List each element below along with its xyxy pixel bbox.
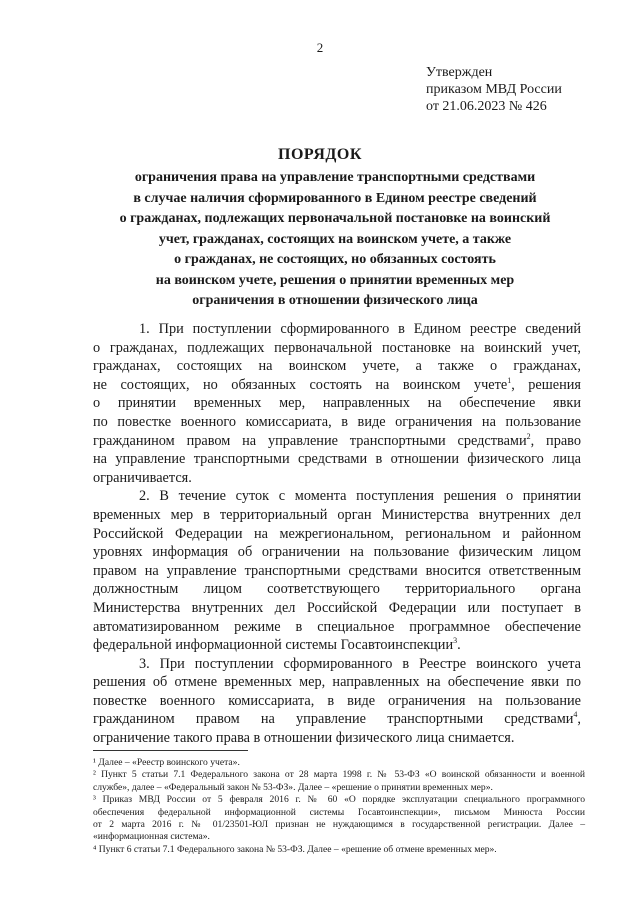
- footnote-4: ⁴ Пункт 6 статьи 7.1 Федерального закона № 53-ФЗ. Далее – «решение об отмене временных мер».: [93, 843, 497, 855]
- footnote-divider: [93, 750, 248, 751]
- footnotes: [93, 757, 585, 856]
- text-fragment: не состоящих, но обязанных состоять на воинском учете: [93, 376, 508, 393]
- text-fragment: , решения: [511, 376, 581, 393]
- text-line: ограничение такого права в отношении физического лица снимается.: [93, 730, 515, 747]
- text-line: [93, 636, 581, 655]
- approval-line: приказом МВД России: [426, 82, 562, 97]
- footnote-3-continued: от 2 марта 2016 г. № 01/23501-ЮЛ признан не нуждающимся в государственной регистрации. Далее –: [93, 818, 585, 830]
- footnote-mark: 2: [526, 431, 531, 441]
- document-subtitle: [92, 168, 578, 312]
- text-line: ограничивается.: [93, 469, 192, 486]
- footnote-mark: 4: [573, 710, 578, 720]
- subtitle-line: ограничения права на управление транспортными средствами: [134, 170, 536, 185]
- text-line: [93, 376, 581, 395]
- text-fragment: , право: [530, 432, 581, 449]
- text-line: по повестке военного комиссариата, в виде ограничения на пользование: [93, 413, 581, 430]
- page-number: 2: [316, 40, 324, 55]
- text-line: повестке военного комиссариата, в виде ограничения на пользование: [93, 692, 581, 709]
- text-line: 1. При поступлении сформированного в Едином реестре сведений: [139, 321, 581, 337]
- text-line: должностным лицом соответствующего территориального органа: [93, 581, 581, 598]
- text-line: автоматизированном режиме в специальное программное обеспечение: [93, 618, 581, 635]
- paragraph-2: [93, 487, 581, 654]
- subtitle-line: о гражданах, подлежащих первоначальной постановке на воинский: [119, 211, 551, 226]
- subtitle-line: ограничения в отношении физического лица: [192, 293, 478, 308]
- text-line: [93, 432, 581, 451]
- text-fragment: .: [457, 637, 461, 654]
- text-line: временных мер в территориальный орган Министерства внутренних дел: [93, 506, 581, 523]
- subtitle-line: учет, гражданах, состоящих на воинском учете, а также: [158, 231, 512, 247]
- text-line: Министерства внутренних дел Российской Федерации или поступает в: [93, 599, 581, 616]
- footnote-3: ³ Приказ МВД России от 5 февраля 2016 г. № 60 «О порядке эксплуатации специального программного: [93, 794, 585, 806]
- text-line: гражданах, состоящих на воинском учете, а также о гражданах,: [93, 358, 581, 375]
- approval-line: от 21.06.2023 № 426: [426, 99, 547, 114]
- text-fragment: гражданином правом на управление транспортными средствами: [93, 711, 574, 728]
- document-title: ПОРЯДОК: [278, 146, 362, 163]
- subtitle-line: на воинском учете, решения о принятии временных мер: [155, 272, 515, 288]
- footnote-2-continued: службе», далее – «Федеральный закон № 53-ФЗ». Далее – «решение о принятии временных мер».: [93, 781, 493, 793]
- footnote-mark: 1: [507, 376, 512, 386]
- text-line: решения об отмене временных мер, направленных на обеспечение явки по: [93, 674, 581, 691]
- text-line: на управление транспортными средствами в отношении физического лица: [93, 451, 581, 468]
- footnote-3-continued: обеспечения федеральной информационной системы Госавтоинспекции», письмом Минюста России: [93, 806, 585, 818]
- text-line: 3. При поступлении сформированного в Реестре воинского учета: [139, 655, 581, 672]
- text-line: [93, 710, 581, 729]
- text-line: о гражданах, подлежащих первоначальной постановке на воинский учет,: [93, 339, 581, 356]
- footnote-3-continued: «информационная система».: [93, 831, 210, 843]
- text-line: Российской Федерации на межрегиональном, региональном и районном: [93, 525, 581, 542]
- footnote-2: ² Пункт 5 статьи 7.1 Федерального закона от 28 марта 1998 г. № 53-ФЗ «О воинской обязанности и военной: [93, 769, 585, 781]
- document-body: [93, 320, 581, 748]
- paragraph-1: [93, 320, 581, 487]
- text-line: 2. В течение суток с момента поступления решения о принятии: [139, 488, 581, 505]
- text-fragment: ,: [577, 711, 581, 728]
- text-line: уровнях информация об ограничении на пользование физическим лицом: [93, 544, 581, 561]
- text-fragment: федеральной информационной системы Госавтоинспекции: [93, 637, 454, 654]
- text-line: о принятии временных мер, направленных на обеспечение явки: [93, 395, 581, 412]
- subtitle-line: в случае наличия сформированного в Едином реестре сведений: [133, 190, 537, 206]
- text-line: правом на управление транспортными средствами вносится ответственным: [93, 562, 581, 579]
- approval-block: [426, 64, 562, 115]
- footnote-1: ¹ Далее – «Реестр воинского учета».: [93, 757, 240, 768]
- subtitle-line: о гражданах, не состоящих, но обязанных состоять: [174, 252, 496, 267]
- approval-line: Утвержден: [426, 65, 493, 80]
- paragraph-3: [93, 655, 581, 748]
- text-fragment: гражданином правом на управление транспортными средствами: [93, 432, 527, 449]
- footnote-mark: 3: [453, 636, 458, 646]
